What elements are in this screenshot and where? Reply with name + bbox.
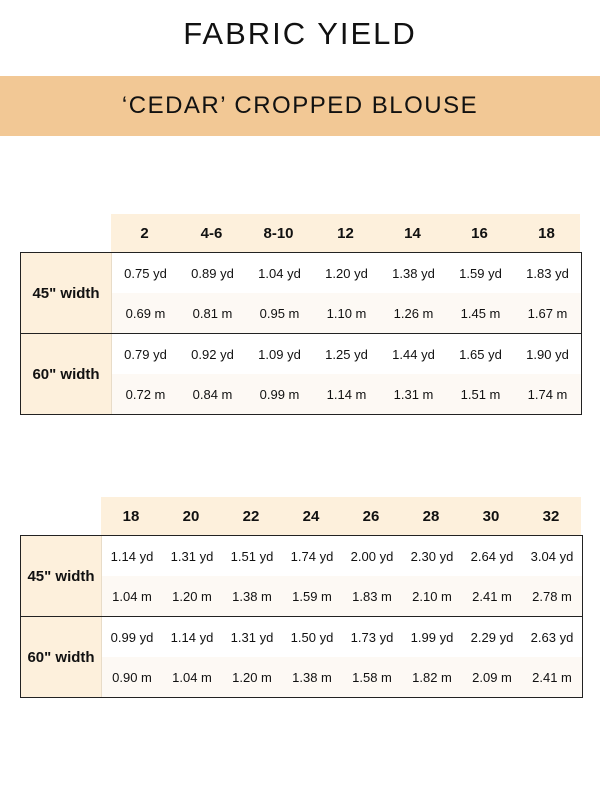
size-header: 8-10 [263,224,294,242]
yardage-cell: 1.14 yd [110,548,154,564]
fabric-width-group [21,536,582,617]
yardage-cell: 1.20 yd [325,265,368,281]
size-header: 20 [182,507,200,525]
meterage-cell: 0.72 m [125,386,166,402]
yardage-cell: 1.25 yd [325,346,368,362]
meterage-cell: 1.83 m [352,588,392,604]
size-header: 16 [471,224,488,242]
meterage-cell: 1.38 m [292,669,332,685]
yardage-cell: 1.31 yd [170,548,214,564]
fabric-width-label: 45" width [21,536,102,616]
meterage-cell: 1.10 m [326,305,367,321]
fabric-width-label: 60" width [21,334,112,414]
meterage-cell: 1.74 m [527,386,568,402]
yardage-cell: 1.04 yd [258,265,301,281]
meterage-cell: 0.81 m [192,305,233,321]
size-header-cells [111,214,580,252]
yield-rows [102,536,582,616]
meterage-cell: 2.10 m [412,588,452,604]
yardage-cell: 1.09 yd [258,346,301,362]
yield-rows [112,334,581,414]
size-header-row [20,214,582,252]
yardage-cell: 0.75 yd [124,265,167,281]
yardage-cell: 1.74 yd [290,548,334,564]
subtitle-band [0,76,600,136]
meterage-row [102,657,582,697]
size-header: 22 [242,507,260,525]
yardage-row [102,536,582,576]
meterage-cell: 1.67 m [527,305,568,321]
yardage-cell: 1.99 yd [410,629,454,645]
size-header: 18 [538,224,555,242]
yield-table-small-sizes [20,214,582,415]
meterage-cell: 0.84 m [192,386,233,402]
size-header-cells [101,497,581,535]
size-header-row [20,497,583,535]
yield-table-body [20,252,582,415]
meterage-cell: 1.04 m [172,669,212,685]
size-header: 18 [122,507,140,525]
yardage-cell: 1.44 yd [392,346,435,362]
meterage-cell: 1.51 m [460,386,501,402]
meterage-cell: 1.82 m [412,669,452,685]
yardage-row [102,617,582,657]
yardage-cell: 2.30 yd [410,548,454,564]
meterage-cell: 1.20 m [232,669,272,685]
yardage-cell: 0.92 yd [191,346,234,362]
size-header: 30 [482,507,500,525]
meterage-cell: 0.95 m [259,305,300,321]
meterage-cell: 1.26 m [393,305,434,321]
yardage-cell: 2.63 yd [530,629,574,645]
yardage-cell: 1.59 yd [459,265,502,281]
size-header: 4-6 [200,224,223,242]
yardage-cell: 1.90 yd [526,346,569,362]
meterage-cell: 2.41 m [472,588,512,604]
size-header: 14 [404,224,421,242]
yardage-cell: 1.83 yd [526,265,569,281]
yardage-cell: 1.51 yd [230,548,274,564]
size-header: 2 [140,224,149,242]
meterage-cell: 1.59 m [292,588,332,604]
meterage-cell: 2.41 m [532,669,572,685]
yardage-cell: 1.73 yd [350,629,394,645]
size-header: 26 [362,507,380,525]
meterage-cell: 1.20 m [172,588,212,604]
meterage-cell: 2.78 m [532,588,572,604]
meterage-cell: 2.09 m [472,669,512,685]
yardage-cell: 0.79 yd [124,346,167,362]
fabric-width-group [21,617,582,698]
header-corner [20,497,101,535]
meterage-cell: 1.58 m [352,669,392,685]
meterage-cell: 1.14 m [326,386,367,402]
meterage-row [112,374,581,414]
meterage-row [102,576,582,616]
yardage-cell: 1.65 yd [459,346,502,362]
yardage-cell: 2.00 yd [350,548,394,564]
header-corner [20,214,111,252]
meterage-cell: 1.38 m [232,588,272,604]
fabric-width-group [21,253,581,334]
yardage-cell: 1.14 yd [170,629,214,645]
meterage-cell: 1.04 m [112,588,152,604]
yardage-cell: 3.04 yd [530,548,574,564]
yardage-cell: 0.89 yd [191,265,234,281]
size-header: 32 [542,507,560,525]
size-header: 28 [422,507,440,525]
fabric-width-group [21,334,581,415]
fabric-width-label: 45" width [21,253,112,333]
yield-rows [112,253,581,333]
yardage-cell: 0.99 yd [110,629,154,645]
meterage-cell: 0.90 m [112,669,152,685]
pattern-name: ‘CEDAR’ CROPPED BLOUSE [121,92,479,119]
meterage-row [112,293,581,333]
yardage-cell: 2.64 yd [470,548,514,564]
yardage-cell: 1.38 yd [392,265,435,281]
fabric-width-label: 60" width [21,617,102,697]
meterage-cell: 0.99 m [259,386,300,402]
yield-rows [102,617,582,697]
size-header: 24 [302,507,320,525]
yardage-cell: 2.29 yd [470,629,514,645]
size-header: 12 [337,224,354,242]
yardage-row [112,334,581,374]
yardage-cell: 1.50 yd [290,629,334,645]
meterage-cell: 1.45 m [460,305,501,321]
meterage-cell: 1.31 m [393,386,434,402]
yardage-cell: 1.31 yd [230,629,274,645]
yield-table-large-sizes [20,497,583,698]
meterage-cell: 0.69 m [125,305,166,321]
page-title: FABRIC YIELD [183,16,417,51]
yield-table-body [20,535,583,698]
yardage-row [112,253,581,293]
